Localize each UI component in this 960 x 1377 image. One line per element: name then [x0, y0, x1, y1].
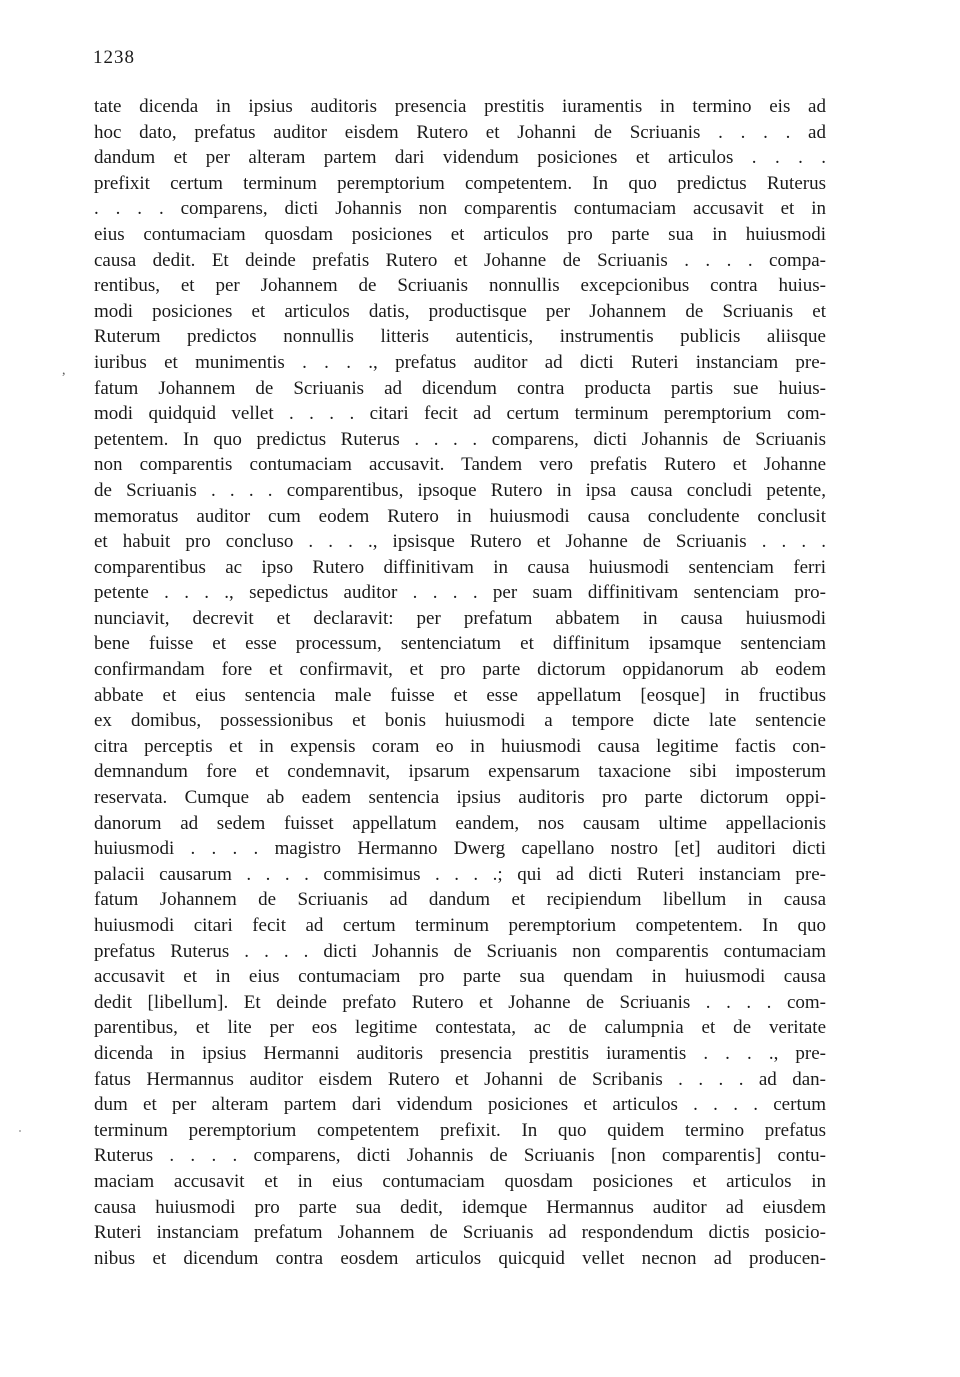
text-line: fatum Johannem de Scriuanis ad dicendum contra producta partis sue huius-	[94, 377, 826, 399]
text-line: maciam accusavit et in eius contumaciam quosdam posiciones et articulos in	[94, 1170, 826, 1192]
margin-mark: ,	[62, 363, 66, 378]
text-line: petentem. In quo predictus Ruterus . . . . comparens, dicti Johannis de Scriuanis	[94, 428, 826, 450]
text-line: de Scriuanis . . . . comparentibus, ipsoque Rutero in ipsa causa concludi petente,	[94, 479, 826, 501]
text-line: ex domibus, possessionibus et bonis huiusmodi a tempore dicte late sentencie	[94, 710, 826, 732]
text-line: terminum peremptorium competentem prefixit. In quo quidem termino prefatus	[94, 1119, 826, 1141]
text-line: hoc dato, prefatus auditor eisdem Rutero et Johanni de Scriuanis . . . . ad	[94, 121, 826, 143]
text-line: dicenda in ipsius Hermanni auditoris presencia prestitis iuramentis . . . ., pre-	[94, 1042, 826, 1064]
text-line: tate dicenda in ipsius auditoris presencia prestitis iuramentis in termino eis ad	[94, 96, 826, 117]
text-line: causa huiusmodi pro parte sua dedit, idemque Hermannus auditor ad eiusdem	[94, 1196, 826, 1218]
text-line: prefatus Ruterus . . . . dicti Johannis de Scriuanis non comparentis contumaciam	[94, 940, 826, 962]
text-line: rentibus, et per Johannem de Scriuanis nonnullis excepcionibus contra huius-	[94, 275, 826, 297]
page-number: 1238	[93, 47, 135, 68]
text-line: non comparentis contumaciam accusavit. Tandem vero prefatis Rutero et Johanne	[94, 454, 826, 476]
text-line: iuribus et munimentis . . . ., prefatus auditor ad dicti Ruteri instanciam pre-	[94, 351, 826, 373]
text-line: accusavit et in eius contumaciam pro parte sua quendam in huiusmodi causa	[94, 966, 826, 988]
text-line: Ruterum predictos nonnullis litteris autenticis, instrumentis publicis aliisque	[94, 326, 826, 348]
text-line: fatum Johannem de Scriuanis ad dandum et recipiendum libellum in causa	[94, 889, 826, 911]
text-line: reservata. Cumque ab eadem sentencia ipsius auditoris pro parte dictorum oppi-	[94, 787, 826, 809]
text-line: parentibus, et lite per eos legitime contestata, ac de calumpnia et de veritate	[94, 1017, 826, 1039]
text-line: huiusmodi . . . . magistro Hermanno Dwerg capellano nostro [et] auditori dicti	[94, 838, 826, 860]
text-line: et habuit pro concluso . . . ., ipsisque Rutero et Johanne de Scriuanis . . . .	[94, 531, 826, 553]
text-line: huiusmodi citari fecit ad certum terminum peremptorium competentem. In quo	[94, 915, 826, 936]
text-line: citra perceptis et in expensis coram eo in huiusmodi causa legitime factis con-	[94, 735, 826, 757]
text-line: modi posiciones et articulos datis, productisque per Johannem de Scriuanis et	[94, 300, 826, 322]
text-line: Ruterus . . . . comparens, dicti Johannis de Scriuanis [non comparentis] contu-	[94, 1145, 826, 1167]
text-line: danorum ad sedem fuisset appellatum eandem, nos causam ultime appellacionis	[94, 812, 826, 834]
text-line: abbate et eius sentencia male fuisse et esse appellatum [eosque] in fructibus	[94, 684, 826, 706]
text-line: dandum et per alteram partem dari videndum posiciones et articulos . . . .	[94, 147, 826, 169]
text-line: palacii causarum . . . . commisimus . . . .; qui ad dicti Ruteri instanciam pre-	[94, 863, 826, 885]
text-line: confirmandam fore et confirmavit, et pro parte dictorum oppidanorum ab eodem	[94, 659, 826, 681]
text-line: modi quidquid vellet . . . . citari fecit ad certum terminum peremptorium com-	[94, 403, 826, 425]
body-text	[94, 94, 826, 1271]
text-line: demnandum fore et condemnavit, ipsarum expensarum taxacione sibi imposterum	[94, 761, 826, 783]
text-line: fatus Hermannus auditor eisdem Rutero et Johanni de Scribanis . . . . ad dan-	[94, 1068, 826, 1090]
text-line: Ruteri instanciam prefatum Johannem de Scriuanis ad respondendum dictis posicio-	[94, 1222, 826, 1244]
text-line: nibus et dicendum contra eosdem articulos quicquid vellet necnon ad producen-	[94, 1247, 826, 1269]
text-line: . . . . comparens, dicti Johannis non comparentis contumaciam accusavit et in	[94, 198, 826, 220]
text-line: dedit [libellum]. Et deinde prefato Rutero et Johanne de Scriuanis . . . . com-	[94, 991, 826, 1013]
margin-speck	[19, 1130, 21, 1132]
text-line: nunciavit, decrevit et declaravit: per prefatum abbatem in causa huiusmodi	[94, 607, 826, 629]
text-line: prefixit certum terminum peremptorium competentem. In quo predictus Ruterus	[94, 172, 826, 194]
text-line: petente . . . ., sepedictus auditor . . . . per suam diffinitivam sentenciam pro-	[94, 582, 826, 604]
text-line: causa dedit. Et deinde prefatis Rutero et Johanne de Scriuanis . . . . compa-	[94, 249, 826, 271]
text-line: comparentibus ac ipso Rutero diffinitivam in causa huiusmodi sentenciam ferri	[94, 556, 826, 578]
text-line: dum et per alteram partem dari videndum posiciones et articulos . . . . certum	[94, 1094, 826, 1116]
text-line: eius contumaciam quosdam posiciones et articulos pro parte sua in huiusmodi	[94, 223, 826, 245]
text-line: memoratus auditor cum eodem Rutero in huiusmodi causa concludente conclusit	[94, 505, 826, 527]
text-line: bene fuisse et esse processum, sentenciatum et diffinitum ipsamque sentenciam	[94, 633, 826, 655]
